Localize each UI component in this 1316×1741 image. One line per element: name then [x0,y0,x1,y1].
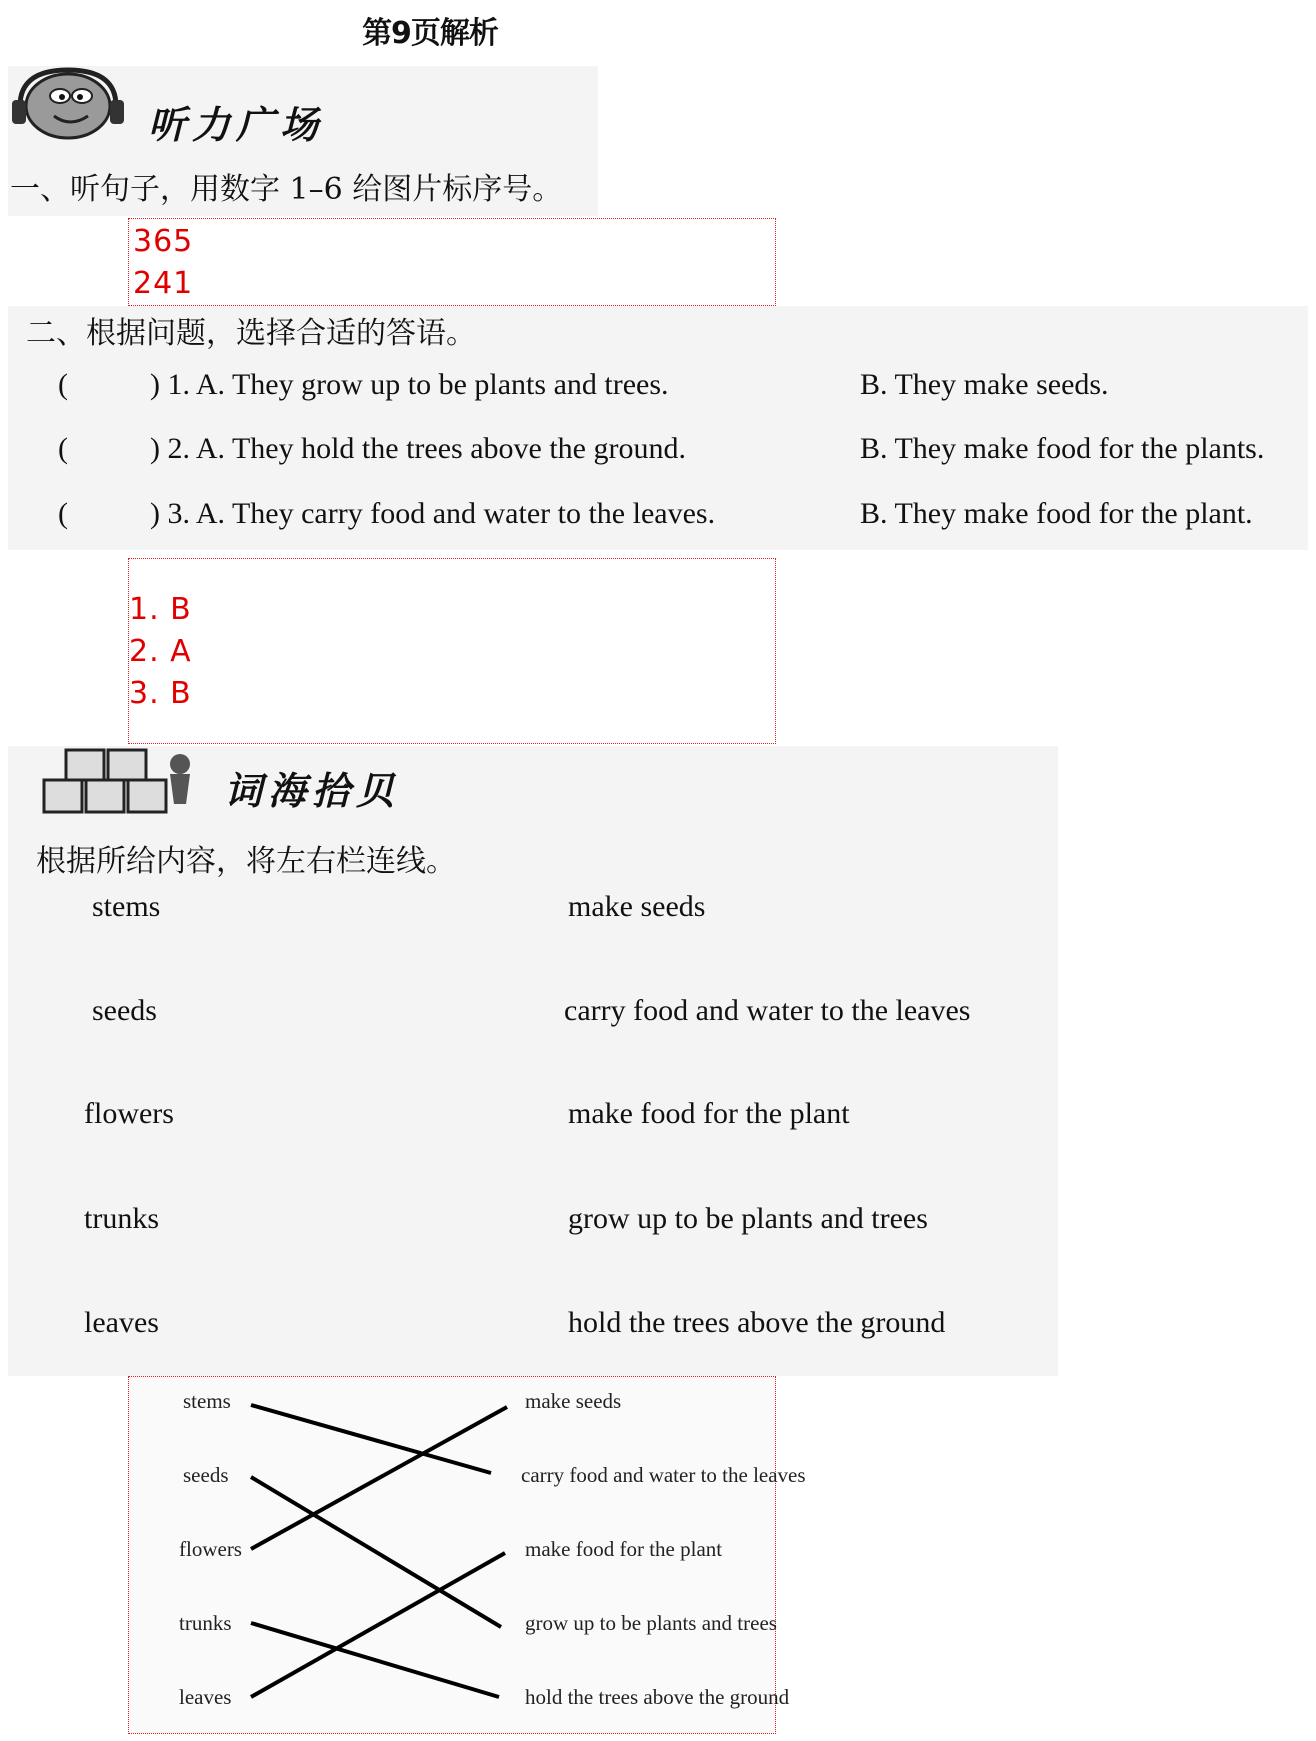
answer-line: 2. A [129,634,192,669]
answer-right-phrase: make food for the plant [525,1537,723,1561]
answer-right-phrase: hold the trees above the ground [525,1685,790,1709]
right-phrase: make seeds [568,890,706,923]
right-phrase: carry food and water to the leaves [564,994,971,1027]
question-2-b: B. They make food for the plants. [860,432,1265,465]
left-word: trunks [84,1202,159,1235]
question-2-a: ) 2. A. They hold the trees above the ground. [150,432,686,465]
answer-right-phrase: carry food and water to the leaves [521,1463,806,1487]
match-line [251,1623,499,1697]
answer-left-word: leaves [179,1685,232,1709]
page-title: 第9页解析 [362,16,498,51]
question-3-a: ) 3. A. They carry food and water to the leaves. [150,497,716,530]
question-1-a: ) 1. A. They grow up to be plants and trees. [150,368,669,401]
right-phrase: hold the trees above the ground [568,1306,946,1339]
match-lines [129,1377,777,1735]
answer-line: 241 [133,266,194,301]
matching-answer-box [128,1376,806,1734]
answer-line: 1. B [129,592,192,627]
vocab-instruction: 根据所给内容，将左右栏连线。 [36,844,456,879]
answer-line: 3. B [129,676,192,711]
part1-instruction: 一、听句子，用数字 1–6 给图片标序号。 [10,172,563,207]
answer-right-phrase: make seeds [525,1389,622,1413]
answer-line: 365 [133,224,194,259]
part2-answer-box [128,558,776,744]
right-phrase: grow up to be plants and trees [568,1202,928,1235]
left-word: stems [92,890,161,923]
answer-left-word: trunks [179,1611,232,1635]
answer-left-word: seeds [183,1463,229,1487]
part2-instruction: 二、根据问题，选择合适的答语。 [26,316,476,351]
question-paren: ( [58,432,68,465]
answer-left-word: flowers [179,1537,242,1561]
right-phrase: make food for the plant [568,1097,850,1130]
match-line [251,1407,507,1549]
part1-answer-box [128,218,776,306]
answer-right-phrase: grow up to be plants and trees [525,1611,777,1635]
listening-heading: 听力广场 [148,103,325,147]
question-paren: ( [58,497,68,530]
match-line [251,1477,501,1627]
match-line [251,1405,491,1473]
vocab-heading: 词海拾贝 [224,769,401,813]
headphone-mascot-icon [10,66,132,146]
word-blocks-icon [40,744,200,816]
left-word: seeds [92,994,157,1027]
answer-left-word: stems [183,1389,231,1413]
left-word: flowers [84,1097,174,1130]
left-word: leaves [84,1306,159,1339]
question-3-b: B. They make food for the plant. [860,497,1253,530]
question-paren: ( [58,368,68,401]
match-line [251,1553,505,1697]
question-1-b: B. They make seeds. [860,368,1109,401]
